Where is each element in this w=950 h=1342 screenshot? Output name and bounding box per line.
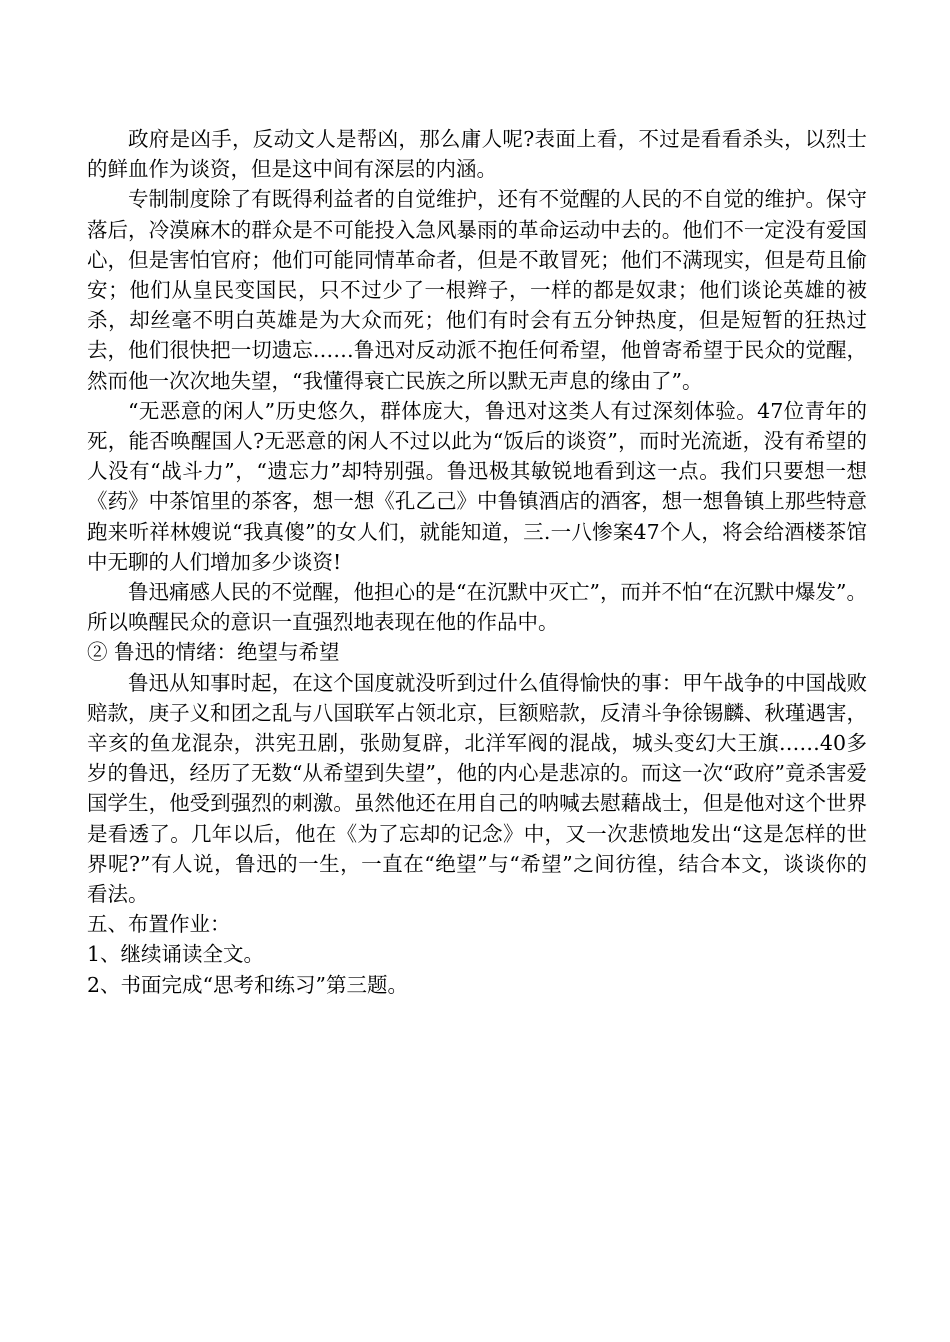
paragraph-2: 专制制度除了有既得利益者的自觉维护，还有不觉醒的人民的不自觉的维护。保守落后，冷漠麻木的群众是不可能投入急风暴雨的革命运动中去的。他们不一定没有爱国心，但是害怕官府；他们可能同情革命者，但是不敢冒死；他们不满现实，但是苟且偷安；他们从皇民变国民，只不过少了一根辫子，一样的都是奴隶；他们谈论英雄的被杀，却丝毫不明白英雄是为大众而死；他们有时会有五分钟热度，但是短暂的狂热过去，他们很快把一切遗忘……鲁迅对反动派不抱任何希望，他曾寄希望于民众的觉醒，然而他一次次地失望，“我懂得衰亡民族之所以默无声息的缘由了”。 (87, 187, 867, 393)
paragraph-4: 鲁迅痛感人民的不觉醒，他担心的是“在沉默中灭亡”，而并不怕“在沉默中爆发”。所以唤醒民众的意识一直强烈地表现在他的作品中。 (87, 580, 867, 635)
paragraph-1: 政府是凶手，反动文人是帮凶，那么庸人呢?表面上看，不过是看看杀头，以烈士的鲜血作为谈资，但是这中间有深层的内涵。 (87, 127, 867, 182)
homework-heading: 五、布置作业： (87, 912, 231, 937)
section-subheading: ② 鲁迅的情绪：绝望与希望 (87, 640, 340, 665)
homework-item-1: 1、继续诵读全文。 (87, 942, 265, 967)
document-body (87, 124, 867, 1000)
paragraph-5: 鲁迅从知事时起，在这个国度就没听到过什么值得愉快的事：甲午战争的中国战败赔款，庚子义和团之乱与八国联军占领北京，巨额赔款，反清斗争徐锡麟、秋瑾遇害，辛亥的鱼龙混杂，洪宪丑剧，张勋复辟，北洋军阀的混战，城头变幻大王旗……40多岁的鲁迅，经历了无数“从希望到失望”，他的内心是悲凉的。而这一次“政府”竟杀害爱国学生，他受到强烈的刺激。虽然他还在用自己的呐喊去慰藉战士，但是他对这个世界是看透了。几年以后，他在《为了忘却的记念》中，又一次悲愤地发出“这是怎样的世界呢?”有人说，鲁迅的一生，一直在“绝望”与“希望”之间彷徨，结合本文，谈谈你的看法。 (87, 670, 867, 907)
paragraph-3: “无恶意的闲人”历史悠久，群体庞大，鲁迅对这类人有过深刻体验。47位青年的死，能否唤醒国人?无恶意的闲人不过以此为“饭后的谈资”，而时光流逝，没有希望的人没有“战斗力”，“遗忘力”却特别强。鲁迅极其敏锐地看到这一点。我们只要想一想《药》中茶馆里的茶客，想一想《孔乙己》中鲁镇酒店的酒客，想一想鲁镇上那些特意跑来听祥林嫂说“我真傻”的女人们，就能知道，三.一八惨案47个人，将会给酒楼茶馆中无聊的人们增加多少谈资! (87, 398, 867, 574)
homework-item-2: 2、书面完成“思考和练习”第三题。 (87, 972, 409, 997)
